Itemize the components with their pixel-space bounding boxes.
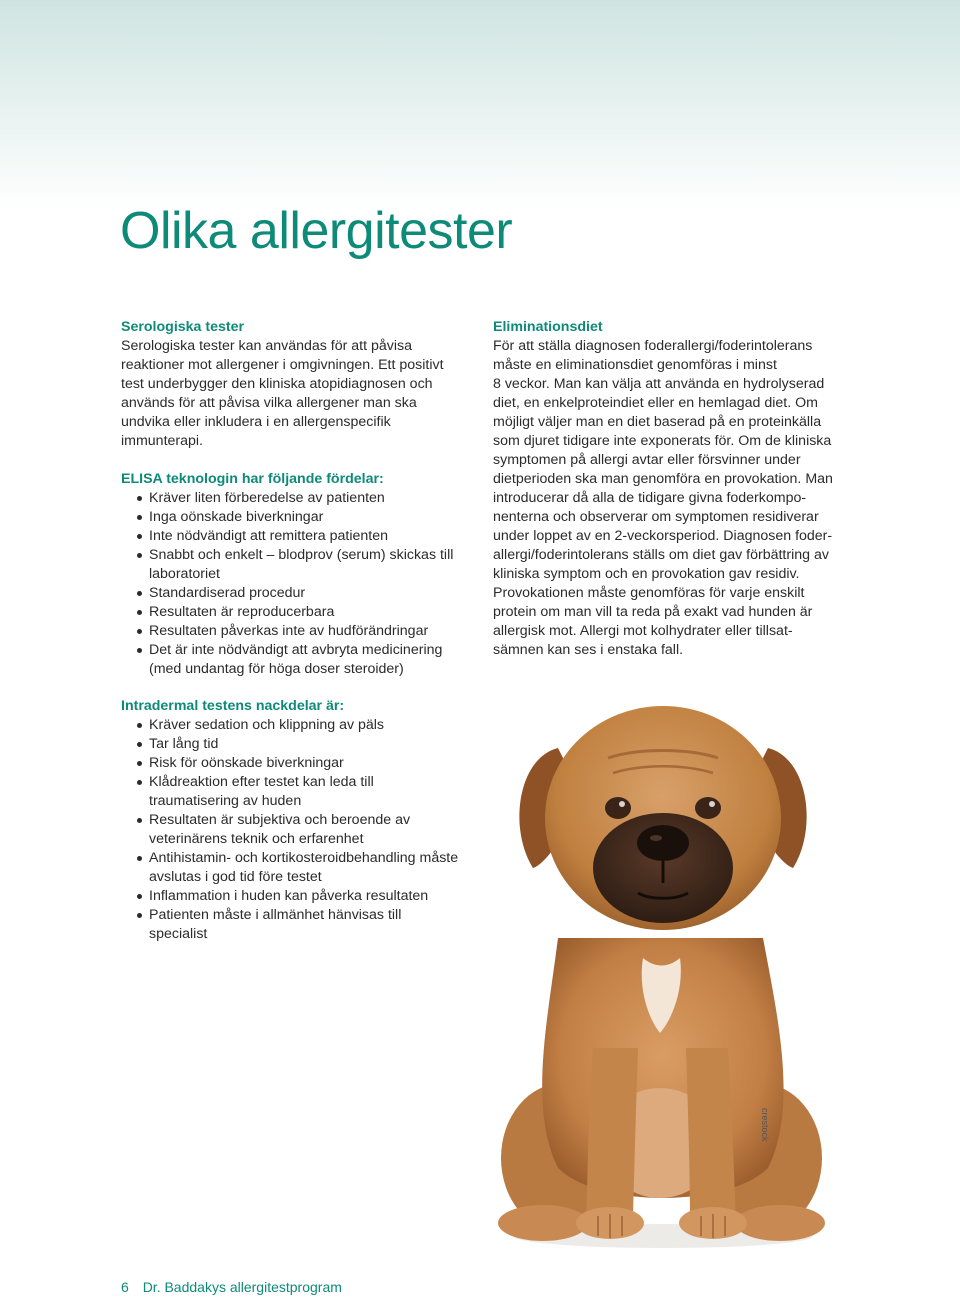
serology-line: används för att påvisa vilka allergener man ska — [121, 395, 417, 411]
list-item: Inga oönskade biverkningar — [121, 508, 461, 527]
left-column-bottom — [121, 697, 461, 944]
footer-title: Dr. Baddakys allergitestprogram — [142, 1279, 342, 1295]
elimination-line: protein om man vill ta reda på exakt vad hunden är — [493, 604, 813, 620]
elimination-line: möjligt väljer man en diet baserad på en proteinkälla — [493, 414, 822, 430]
serology-body — [121, 337, 461, 451]
right-column — [493, 318, 838, 660]
page-title: Olika allergitester — [120, 202, 513, 260]
photo-credit: crestock — [760, 1108, 770, 1142]
elimination-line: introducerar då alla de tidigare givna foderkompo- — [493, 490, 807, 506]
elimination-line: För att ställa diagnosen foderallergi/foderintolerans — [493, 338, 813, 354]
list-item: Kräver liten förberedelse av patienten — [121, 489, 461, 508]
list-item: Resultaten påverkas inte av hudförändringar — [121, 622, 461, 641]
list-item: Kräver sedation och klippning av päls — [121, 716, 461, 735]
header-gradient — [0, 0, 960, 210]
intradermal-heading: Intradermal testens nackdelar är: — [121, 698, 345, 714]
elimination-line: som djuret tidigare inte exponerats för. Om de kliniska — [493, 433, 832, 449]
list-item: Patienten måste i allmänhet hänvisas till specialist — [121, 906, 461, 944]
elimination-line: under loppet av en 2-veckorsperiod. Diagnosen foder- — [493, 528, 833, 544]
elimination-line: 8 veckor. Man kan välja att använda en hydrolyserad — [493, 376, 825, 392]
left-column-top — [121, 318, 461, 679]
serology-heading: Serologiska tester — [121, 319, 245, 335]
page-number: 6 — [121, 1279, 129, 1295]
elimination-line: Provokationen måste genomföras för varje enskilt — [493, 585, 805, 601]
puppy-illustration — [488, 688, 833, 1253]
list-item: Snabbt och enkelt – blodprov (serum) skickas till laboratoriet — [121, 546, 461, 584]
elimination-line: symptomen på allergi avtar eller försvinner under — [493, 452, 801, 468]
elimination-line: allergi/foderintolerans ställs om diet gav förbättring av — [493, 547, 829, 563]
elimination-body — [493, 337, 838, 660]
list-item: Standardiserad procedur — [121, 584, 461, 603]
list-item: Risk för oönskade biverkningar — [121, 754, 461, 773]
list-item: Resultaten är reproducerbara — [121, 603, 461, 622]
list-item: Inflammation i huden kan påverka resultaten — [121, 887, 461, 906]
list-item: Klådreaktion efter testet kan leda till traumatisering av huden — [121, 773, 461, 811]
elimination-line: dietperioden ska man genomföra en provokation. Man — [493, 471, 833, 487]
elisa-list — [121, 489, 461, 679]
elimination-line: måste en eliminationsdiet genomföras i minst — [493, 357, 777, 373]
serology-line: test underbygger den kliniska atopidiagnosen och — [121, 376, 433, 392]
elimination-line: diet, en enkelproteindiet eller en hemlagad diet. Om — [493, 395, 818, 411]
serology-line: reaktioner mot allergener i omgivningen. Ett positivt — [121, 357, 444, 373]
serology-line: immunterapi. — [121, 433, 204, 449]
serology-line: undvika eller inkludera i en allergenspecifik — [121, 414, 391, 430]
elimination-line: nenterna och observerar om symptomen residiverar — [493, 509, 819, 525]
list-item: Resultaten är subjektiva och beroende av veterinärens teknik och erfarenhet — [121, 811, 461, 849]
elisa-heading: ELISA teknologin har följande fördelar: — [121, 471, 384, 487]
list-item: Antihistamin- och kortikosteroidbehandling måste avslutas i god tid före testet — [121, 849, 461, 887]
serology-line: Serologiska tester kan användas för att påvisa — [121, 338, 413, 354]
elimination-heading: Eliminationsdiet — [493, 319, 603, 335]
page-footer — [121, 1277, 342, 1297]
elimination-line: allergisk mot. Allergi mot kolhydrater eller tillsat- — [493, 623, 793, 639]
intradermal-list — [121, 716, 461, 944]
list-item: Inte nödvändigt att remittera patienten — [121, 527, 461, 546]
list-item: Tar lång tid — [121, 735, 461, 754]
list-item: Det är inte nödvändigt att avbryta medicinering (med undantag för höga doser steroider) — [121, 641, 461, 679]
puppy-photo — [488, 688, 833, 1253]
elimination-line: sämnen kan ses i enstaka fall. — [493, 642, 684, 658]
elimination-line: kliniska symptom och en provokation gav residiv. — [493, 566, 800, 582]
